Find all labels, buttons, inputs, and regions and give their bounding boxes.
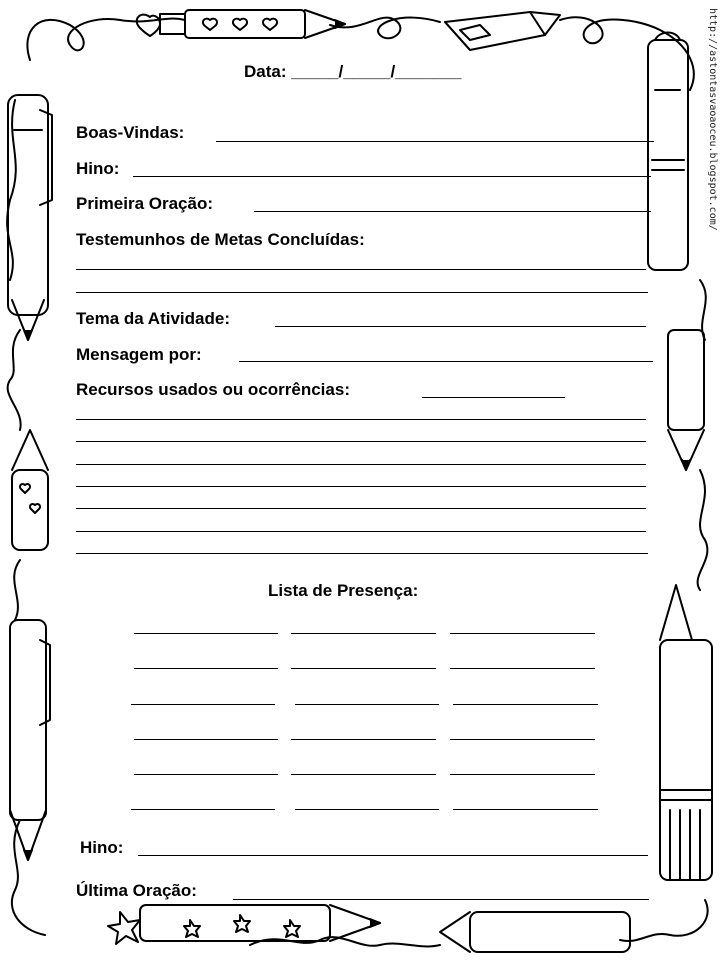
activity-theme-line [275, 326, 646, 327]
activity-theme-label: Tema da Atividade: [76, 309, 230, 328]
attendance-line [453, 809, 598, 810]
resources-line-5 [76, 508, 646, 509]
hymn-label: Hino: [76, 159, 120, 178]
attendance-line [291, 739, 436, 740]
first-prayer-label: Primeira Oração: [76, 194, 214, 213]
closing-hymn-line [138, 855, 648, 856]
attendance-line [134, 774, 278, 775]
attendance-line [450, 739, 595, 740]
testimonies-line-2 [76, 292, 648, 293]
resources-line-3 [76, 464, 646, 465]
attendance-title: Lista de Presença: [268, 581, 419, 600]
testimonies-line-1 [76, 269, 646, 270]
message-by-label: Mensagem por: [76, 345, 202, 364]
attendance-line [131, 704, 275, 705]
resources-line-7 [76, 553, 648, 554]
welcome-line [216, 141, 654, 142]
message-by-line [239, 361, 653, 362]
attendance-line [450, 668, 595, 669]
attendance-line [131, 809, 275, 810]
attendance-line [453, 704, 598, 705]
hymn-line [133, 176, 651, 177]
resources-line-4 [76, 486, 646, 487]
resources-line-6 [76, 531, 646, 532]
closing-hymn-label: Hino: [80, 838, 124, 857]
attendance-line [134, 633, 278, 634]
last-prayer-label: Última Oração: [76, 881, 197, 900]
welcome-label: Boas-Vindas: [76, 123, 185, 142]
resources-label: Recursos usados ou ocorrências: [76, 380, 350, 399]
attendance-line [134, 739, 278, 740]
attendance-line [295, 809, 439, 810]
resources-line-1 [76, 419, 646, 420]
resources-line-2 [76, 441, 646, 442]
attendance-line [295, 704, 439, 705]
testimonies-label: Testemunhos de Metas Concluídas: [76, 230, 365, 249]
attendance-line [291, 668, 436, 669]
blog-url-text: http://astontasvaoaoceu.blogspot.com/ [707, 8, 718, 231]
attendance-line [450, 774, 595, 775]
first-prayer-line [254, 211, 651, 212]
attendance-line [291, 774, 436, 775]
attendance-line [450, 633, 595, 634]
attendance-line [291, 633, 436, 634]
last-prayer-line [233, 899, 649, 900]
blog-url-watermark [704, 8, 720, 268]
date-field: Data: _____/_____/_______ [244, 62, 462, 81]
attendance-line [134, 668, 278, 669]
resources-line-short [422, 397, 565, 398]
